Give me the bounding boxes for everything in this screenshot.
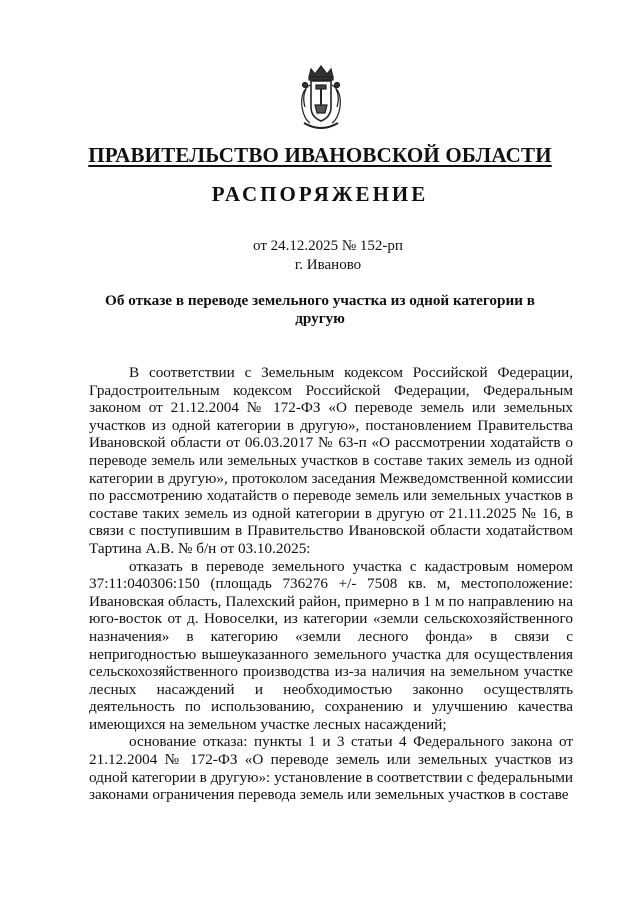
document-date-number: от 24.12.2025 № 152-рп [253,238,403,254]
document-city: г. Иваново [294,257,362,273]
document-type: РАСПОРЯЖЕНИЕ [211,182,429,206]
body-paragraph: основание отказа: пункты 1 и 3 статьи 4 Федерального закона от 21.12.2004 № 172-ФЗ «О переводе земель или земельных участков из одной категории в другую»: установление в соответствии с федеральными законами ограничения перевода земель или земельных участков в составе [89,733,573,804]
ivanovo-coat-of-arms-icon [296,63,346,135]
organization-name [0,143,640,168]
document-body [89,364,573,804]
body-paragraph: отказать в переводе земельного участка с кадастровым номером 37:11:040306:150 (площадь 736276 +/- 7508 кв. м, местоположение: Ивановская область, Палехский район, примерно в 1 м по направлению на юго-восток от д. Новоселки, из категории «земли сельскохозяйственного назначения» в категорию «земли лесного фонда» в связи с непригодностью вышеуказанного земельного участка для осуществления сельскохозяйственного производства из-за наличия на земельном участке лесных насаждений и необходимостью законно осуществлять деятельность по использованию, сохранению и улучшению качества имеющихся на земельном участке лесных насаждений; [89,557,573,733]
document-title: Об отказе в переводе земельного участка из одной категории в другую [105,292,535,327]
organization-name-text: ПРАВИТЕЛЬСТВО ИВАНОВСКОЙ ОБЛАСТИ [88,143,552,167]
body-paragraph: В соответствии с Земельным кодексом Российской Федерации, Градостроительным кодексом Российской Федерации, Федеральным законом от 21.12.2004 № 172-ФЗ «О переводе земель или земельных участков из одной категории в другую», постановлением Правительства Ивановской области от 06.03.2017 № 63-п «О рассмотрении ходатайств о переводе земель или земельных участков в составе таких земель из одной категории в другую», протоколом заседания Межведомственной комиссии по рассмотрению ходатайств о переводе земель или земельных участков в составе таких земель из одной категории в другую от 21.11.2025 № 16, в связи с поступившим в Правительство Ивановской области ходатайством Тартина А.В. № б/н от 03.10.2025: [89,364,573,557]
